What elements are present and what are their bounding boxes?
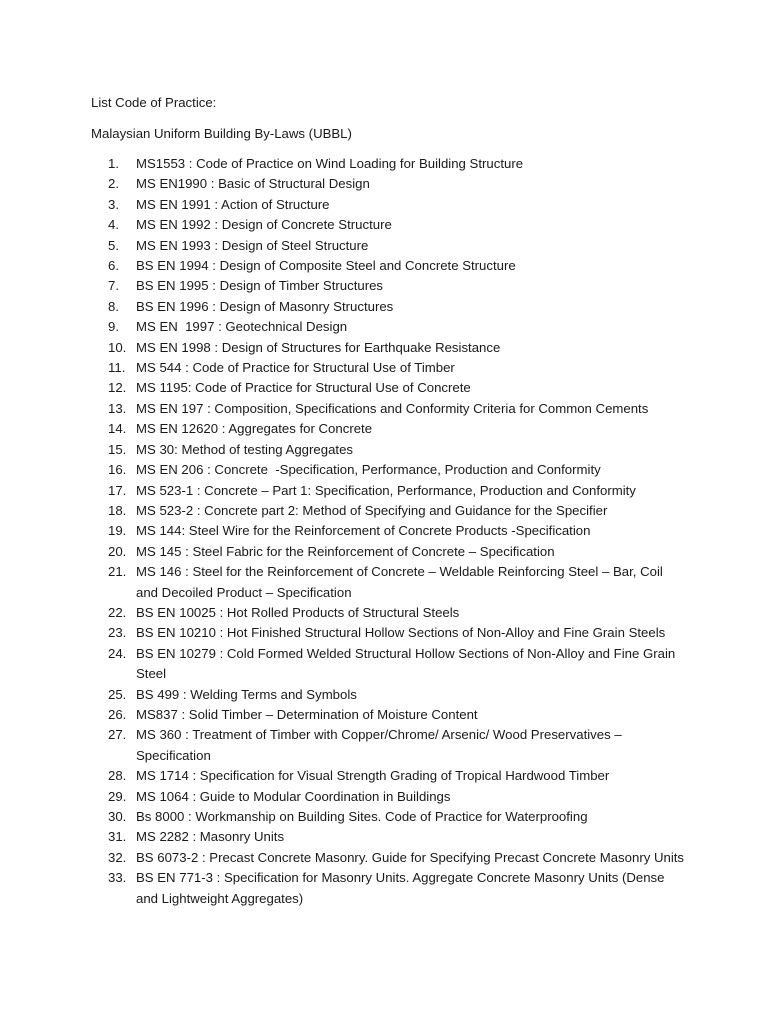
list-item-number: 14. bbox=[108, 421, 127, 437]
list-item-number: 10. bbox=[108, 339, 127, 355]
list-item bbox=[108, 338, 688, 358]
list-item-text: MS EN 12620 : Aggregates for Concrete bbox=[136, 421, 373, 437]
list-item-number: 33. bbox=[108, 870, 127, 886]
list-item-number: 6. bbox=[108, 258, 119, 274]
list-item-number: 26. bbox=[108, 706, 127, 722]
list-item-text: MS EN 1993 : Design of Steel Structure bbox=[136, 237, 369, 253]
list-item bbox=[108, 542, 688, 562]
list-item-number: 20. bbox=[108, 543, 127, 559]
list-item-text: MS EN 1991 : Action of Structure bbox=[136, 196, 330, 212]
list-item-number: 24. bbox=[108, 645, 127, 661]
list-item bbox=[108, 827, 688, 847]
list-item-number: 25. bbox=[108, 686, 127, 702]
list-item bbox=[108, 481, 688, 501]
list-item-number: 29. bbox=[108, 788, 127, 804]
list-item-number: 28. bbox=[108, 768, 127, 784]
list-item-text: MS 2282 : Masonry Units bbox=[136, 829, 285, 845]
list-item bbox=[108, 623, 688, 643]
list-item-text: MS EN1990 : Basic of Structural Design bbox=[136, 176, 370, 192]
list-item-text: BS EN 1996 : Design of Masonry Structures bbox=[136, 298, 394, 314]
document-title: List Code of Practice: bbox=[91, 95, 217, 110]
list-item-text: BS EN 1994 : Design of Composite Steel and Concrete Structure bbox=[136, 258, 516, 274]
list-item-number: 22. bbox=[108, 604, 127, 620]
list-item-text: MS 30: Method of testing Aggregates bbox=[136, 441, 353, 457]
list-item-text: MS 144: Steel Wire for the Reinforcement of Concrete Products -Specification bbox=[136, 523, 591, 539]
list-item-number: 1. bbox=[108, 156, 119, 171]
list-item bbox=[108, 215, 688, 235]
list-item-number: 16. bbox=[108, 462, 127, 478]
list-item-text: MS EN 1997 : Geotechnical Design bbox=[136, 319, 348, 335]
list-item bbox=[108, 521, 688, 541]
list-item-text: BS EN 10025 : Hot Rolled Products of Structural Steels bbox=[136, 604, 460, 620]
list-item-text: MS 523-2 : Concrete part 2: Method of Specifying and Guidance for the Specifier bbox=[136, 502, 608, 518]
list-item bbox=[108, 603, 688, 623]
list-item-text: MS 1064 : Guide to Modular Coordination in Buildings bbox=[136, 788, 451, 804]
list-item bbox=[108, 705, 688, 725]
list-item-number: 21. bbox=[108, 564, 127, 580]
list-item-number: 5. bbox=[108, 237, 119, 253]
list-item-number: 11. bbox=[108, 360, 126, 376]
list-item bbox=[108, 725, 688, 766]
list-item-number: 18. bbox=[108, 502, 127, 518]
list-item bbox=[108, 297, 688, 317]
list-item-text: MS 544 : Code of Practice for Structural Use of Timber bbox=[136, 360, 455, 376]
list-item bbox=[108, 195, 688, 215]
list-item-number: 13. bbox=[108, 400, 127, 416]
list-item bbox=[108, 501, 688, 521]
list-item-number: 3. bbox=[108, 196, 119, 212]
list-item-text: MS 523-1 : Concrete – Part 1: Specification, Performance, Production and Conformity bbox=[136, 482, 636, 498]
list-item-number: 32. bbox=[108, 849, 127, 865]
list-item-text: MS837 : Solid Timber – Determination of Moisture Content bbox=[136, 706, 478, 722]
list-item-text: BS EN 10279 : Cold Formed Welded Structural Hollow Sections of Non-Alloy and Fine Grain Steel bbox=[136, 645, 679, 682]
list-item-number: 27. bbox=[108, 727, 127, 743]
list-item bbox=[108, 644, 688, 685]
list-item-number: 30. bbox=[108, 809, 127, 824]
list-item-text: MS EN 1992 : Design of Concrete Structure bbox=[136, 217, 392, 233]
list-item-text: BS EN 1995 : Design of Timber Structures bbox=[136, 278, 384, 294]
list-item-text: MS 145 : Steel Fabric for the Reinforcement of Concrete – Specification bbox=[136, 543, 555, 559]
list-item bbox=[108, 236, 688, 256]
list-item bbox=[108, 685, 688, 705]
list-item-text: BS 6073-2 : Precast Concrete Masonry. Guide for Specifying Precast Concrete Masonry Units bbox=[136, 849, 685, 865]
list-item-text: BS EN 10210 : Hot Finished Structural Hollow Sections of Non-Alloy and Fine Grain Steels bbox=[136, 625, 666, 641]
list-item bbox=[108, 378, 688, 398]
list-item bbox=[108, 460, 688, 480]
list-item-text: BS 499 : Welding Terms and Symbols bbox=[136, 686, 357, 702]
list-item bbox=[108, 399, 688, 419]
list-item-number: 8. bbox=[108, 298, 119, 314]
list-item-text: MS1553 : Code of Practice on Wind Loading for Building Structure bbox=[136, 156, 524, 171]
list-item-number: 2. bbox=[108, 176, 119, 192]
list-item-number: 9. bbox=[108, 319, 119, 335]
list-item bbox=[108, 174, 688, 194]
list-item-text: MS 360 : Treatment of Timber with Copper/Chrome/ Arsenic/ Wood Preservatives – Specification bbox=[136, 727, 626, 763]
list-item-text: MS 1195: Code of Practice for Structural Use of Concrete bbox=[136, 380, 471, 396]
list-item bbox=[108, 868, 688, 909]
list-item-text: Bs 8000 : Workmanship on Building Sites. Code of Practice for Waterproofing bbox=[136, 809, 588, 824]
list-item bbox=[108, 317, 688, 337]
list-item-number: 23. bbox=[108, 625, 127, 641]
list-item-text: MS 146 : Steel for the Reinforcement of Concrete – Weldable Reinforcing Steel – Bar, Coil and Decoiled Product – Specification bbox=[136, 564, 667, 600]
list-item bbox=[108, 154, 688, 174]
list-item-number: 31. bbox=[108, 829, 127, 845]
list-item-number: 19. bbox=[108, 523, 127, 539]
list-item bbox=[108, 440, 688, 460]
list-item bbox=[108, 807, 688, 827]
list-item bbox=[108, 787, 688, 807]
list-item bbox=[108, 256, 688, 276]
list-item bbox=[108, 848, 688, 868]
list-item bbox=[108, 358, 688, 378]
list-item-number: 17. bbox=[108, 482, 127, 498]
list-item-text: BS EN 771-3 : Specification for Masonry Units. Aggregate Concrete Masonry Units (Dense and Lightweight Aggregates) bbox=[136, 870, 669, 906]
list-item bbox=[108, 766, 688, 786]
list-item bbox=[108, 419, 688, 439]
list-item-number: 7. bbox=[108, 278, 119, 294]
list-item-text: MS EN 206 : Concrete -Specification, Performance, Production and Conformity bbox=[136, 462, 601, 478]
code-of-practice-list bbox=[108, 154, 688, 909]
list-item-text: MS EN 197 : Composition, Specifications and Conformity Criteria for Common Cements bbox=[136, 400, 649, 416]
document-subtitle: Malaysian Uniform Building By-Laws (UBBL) bbox=[91, 126, 352, 141]
list-item bbox=[108, 276, 688, 296]
list-item-number: 15. bbox=[108, 441, 127, 457]
list-item bbox=[108, 562, 688, 603]
list-item-text: MS EN 1998 : Design of Structures for Earthquake Resistance bbox=[136, 339, 501, 355]
list-item-number: 12. bbox=[108, 380, 127, 396]
list-item-number: 4. bbox=[108, 217, 119, 233]
list-item-text: MS 1714 : Specification for Visual Strength Grading of Tropical Hardwood Timber bbox=[136, 768, 610, 784]
